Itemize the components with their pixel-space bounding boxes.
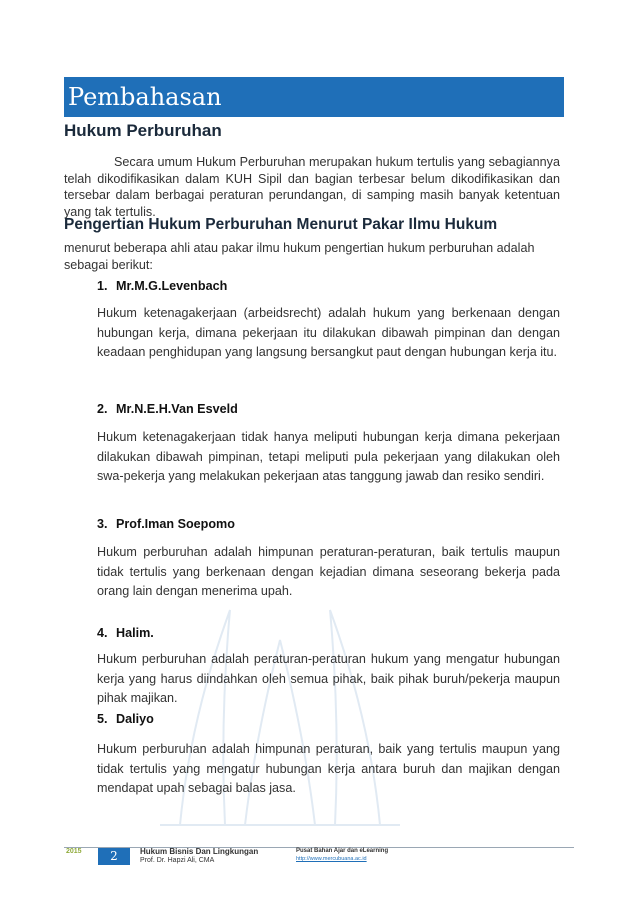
footer-course-title: Hukum Bisnis Dan Lingkungan [140, 847, 259, 856]
expert-title-3 [97, 517, 235, 531]
expert-number: 2. [97, 402, 108, 416]
expert-definition-3: Hukum perburuhan adalah himpunan peraturan-peraturan, baik tertulis maupun tidak tertulis yang berkenaan dengan kejadian dimana seseorang bekerja pada orang lain dengan menerima upah. [97, 545, 560, 598]
heading-pengertian: Pengertian Hukum Perburuhan Menurut Pakar Ilmu Hukum [64, 216, 498, 233]
expert-name: Mr.M.G.Levenbach [116, 279, 228, 293]
lead-paragraph: menurut beberapa ahli atau pakar ilmu hukum pengertian hukum perburuhan adalah sebagai berikut: [64, 241, 535, 272]
heading-hukum-perburuhan: Hukum Perburuhan [64, 121, 222, 140]
page-number: 2 [98, 848, 130, 865]
expert-name: Daliyo [116, 712, 154, 726]
expert-definition-5: Hukum perburuhan adalah himpunan peraturan, baik yang tertulis maupun yang tidak tertulis yang mengatur hubungan kerja antara buruh dan majikan dengan mendapat upah sebagai balas jasa. [97, 742, 560, 795]
footer-author: Prof. Dr. Hapzi Ali, CMA [140, 857, 215, 864]
expert-title-2 [97, 402, 238, 416]
expert-definition-1: Hukum ketenagakerjaan (arbeidsrecht) adalah hukum yang berkenaan dengan hubungan kerja, dimana pekerjaan itu dilakukan dibawah pimpinan dan dengan keadaan penghidupan yang langsung bersangkut paut dengan hubungan kerja itu. [97, 306, 560, 359]
expert-title-1 [97, 279, 227, 293]
expert-name: Halim. [116, 626, 154, 640]
expert-definition-4: Hukum perburuhan adalah peraturan-peraturan hukum yang mengatur hubungan kerja yang harus diindahkan oleh semua pihak, baik pihak buruh/pekerja maupun pihak majikan. [97, 652, 560, 705]
expert-number: 1. [97, 279, 108, 293]
expert-name: Mr.N.E.H.Van Esveld [116, 402, 238, 416]
footer-url-link[interactable]: http://www.mercubuana.ac.id [296, 856, 367, 862]
footer-year: 2015 [66, 848, 82, 855]
expert-number: 5. [97, 712, 108, 726]
expert-title-5 [97, 712, 154, 726]
expert-title-4 [97, 626, 154, 640]
expert-definition-2: Hukum ketenagakerjaan tidak hanya meliputi hubungan kerja dimana pekerjaan dilakukan dibawah pimpinan, tetapi meliputi pula pekerjaan yang dilakukan oleh swa-pekerja yang melakukan pekerjaan atas tanggung jawab dan resiko sendiri. [97, 430, 560, 483]
expert-name: Prof.Iman Soepomo [116, 517, 235, 531]
expert-number: 4. [97, 626, 108, 640]
expert-number: 3. [97, 517, 108, 531]
section-banner: Pembahasan [64, 77, 564, 117]
footer-center-name: Pusat Bahan Ajar dan eLearning [296, 848, 389, 854]
intro-paragraph: Secara umum Hukum Perburuhan merupakan hukum tertulis yang sebagiannya telah dikodifikasikan dalam KUH Sipil dan bagian terbesar belum dikodifikasikan dan tersebar dalam berbagai peraturan perundangan, di samping masih banyak ketentuan yang tak tertulis. [64, 155, 560, 219]
